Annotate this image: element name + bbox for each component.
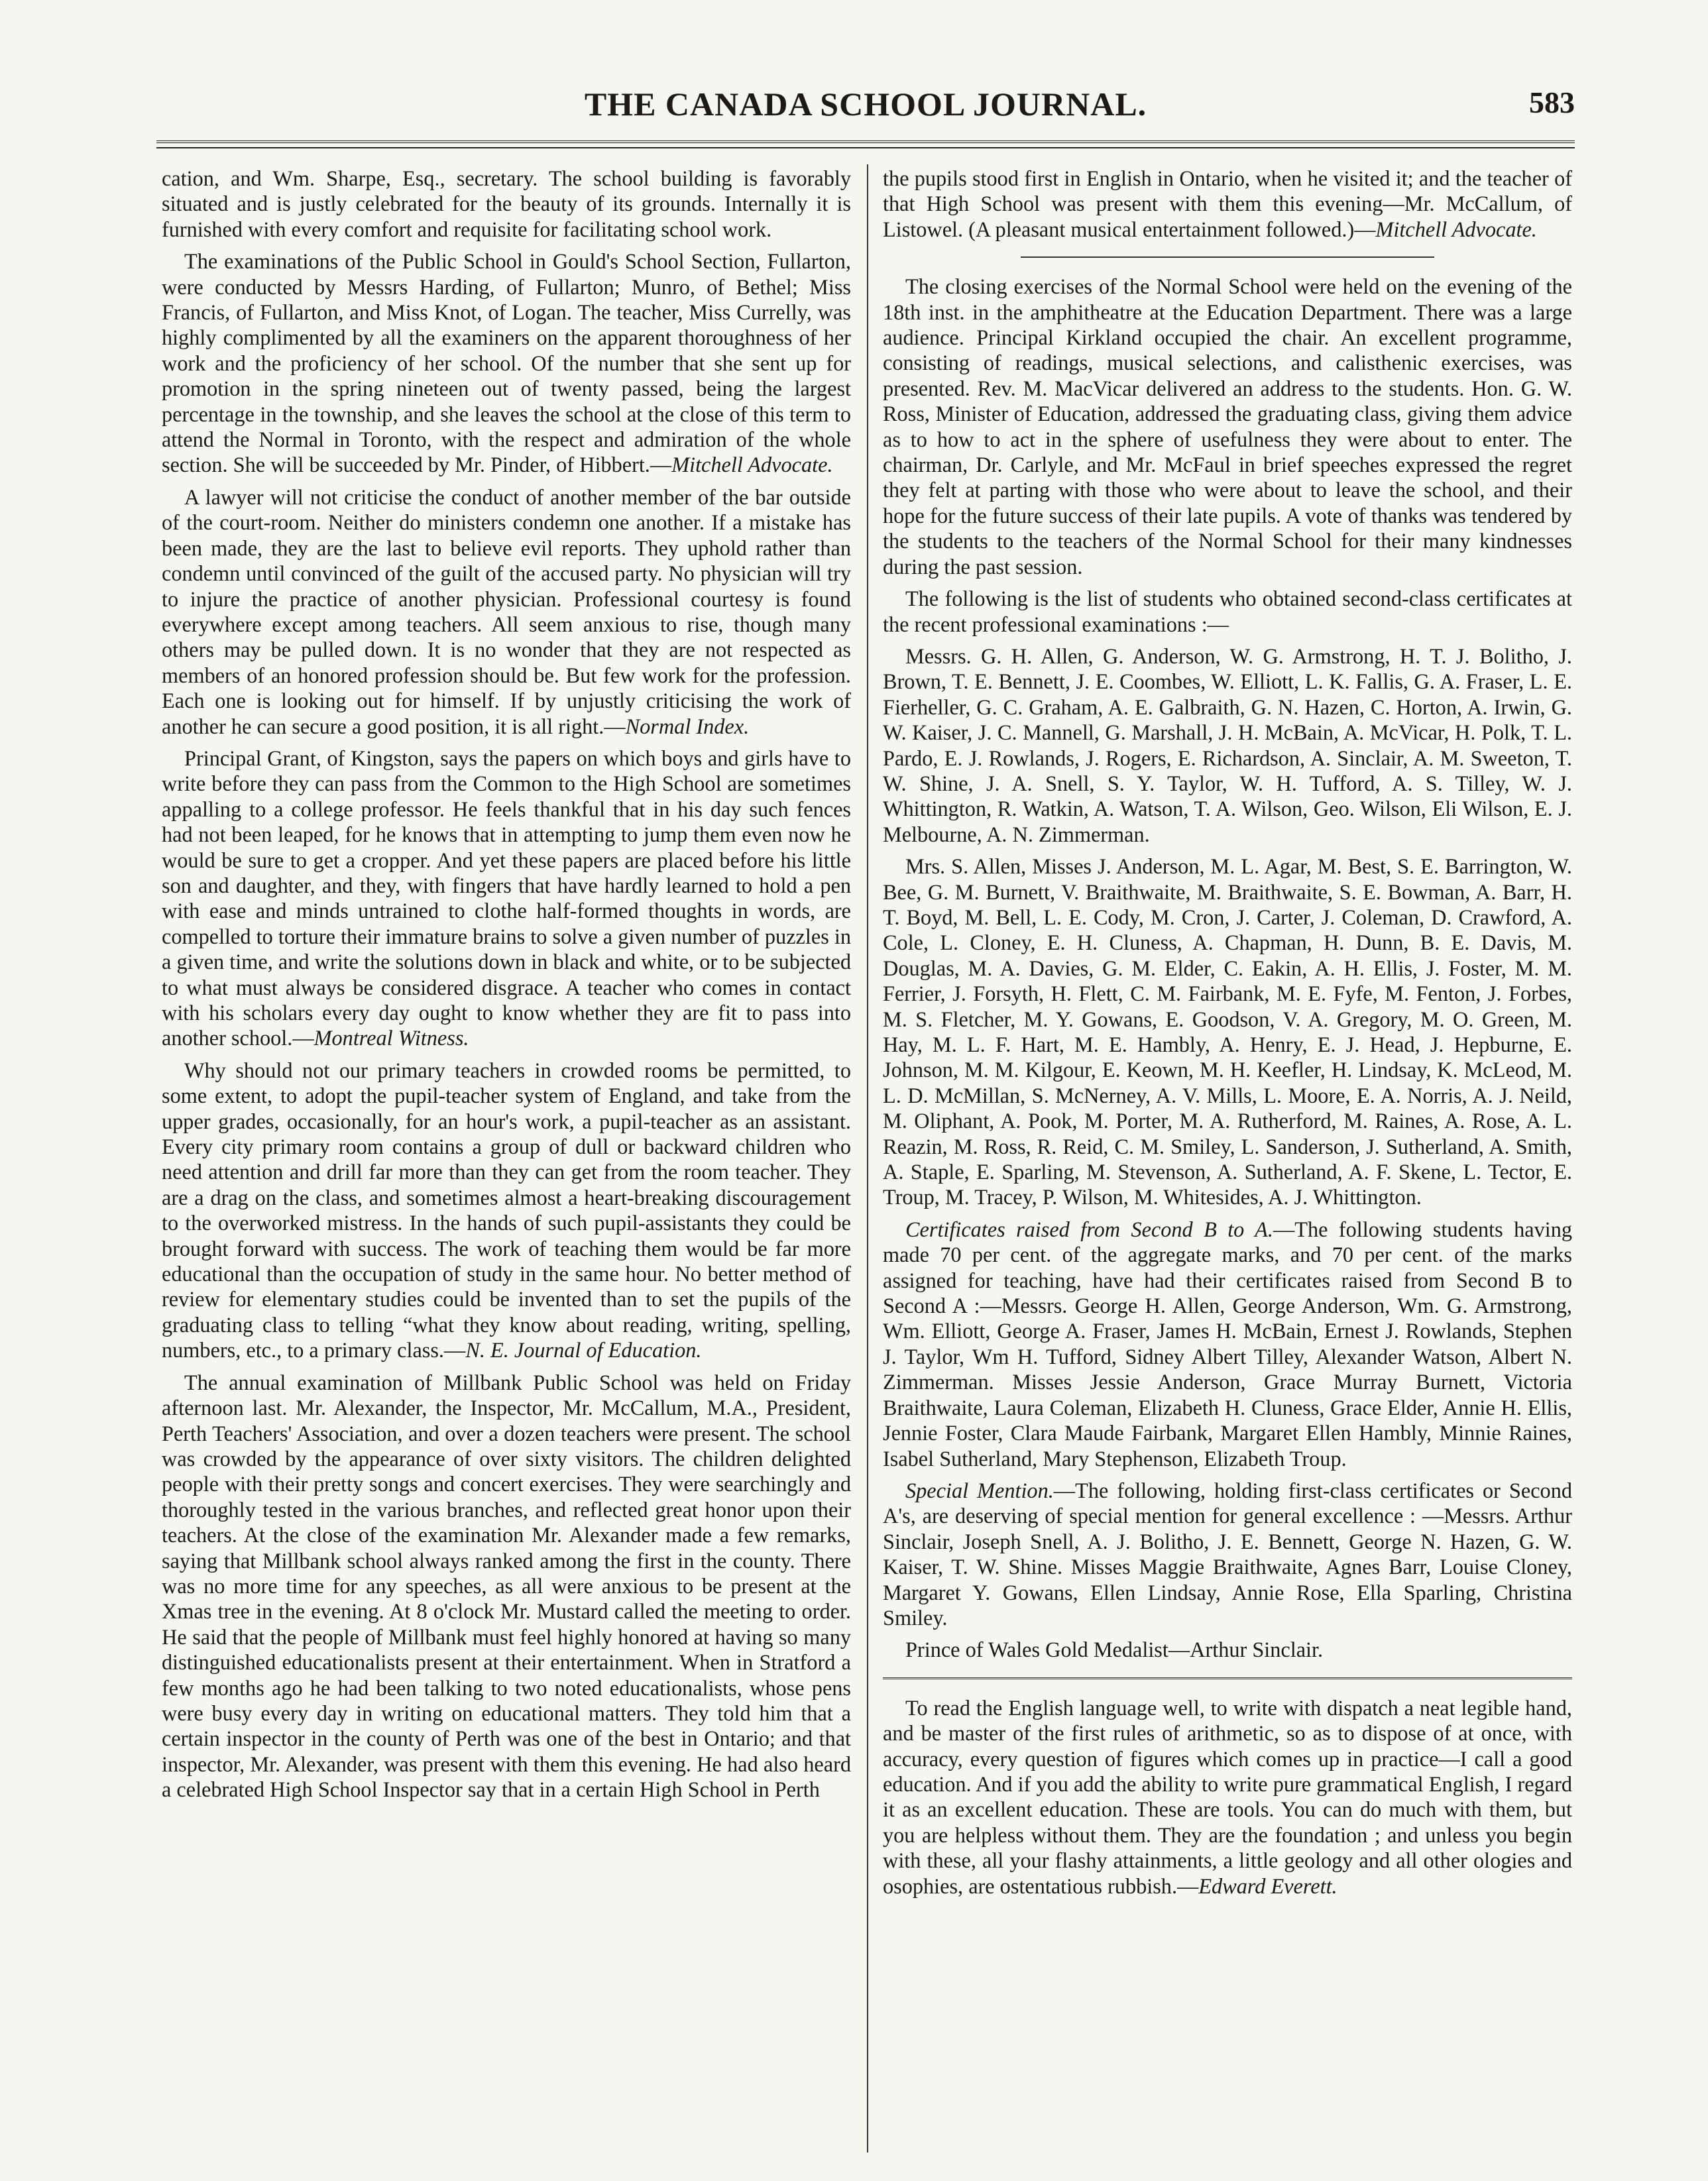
- article-source: N. E. Journal of Education.: [465, 1338, 702, 1363]
- right-column: [883, 166, 1572, 1905]
- article-good-education: [883, 1695, 1572, 1899]
- column-divider: [867, 164, 868, 2153]
- article-source: Mitchell Advocate.: [1375, 217, 1537, 241]
- article-text: A lawyer will not criticise the conduct of another member of the bar outside of the court-room. Neither do ministers condemn one another. If a mistake has been made, they are the last to believe evil reports. They uphold rather than condemn until convinced of the guilt of the accused party. No physician will try to injure the practice of another physician. Professional courtesy is found everywhere except among teachers. All seem anxious to rise, though many others may be pulled down. It is no wonder that they are not respected as members of an honored profession should be. But few work for the profession. Each one is looking out for himself. If by unjustly criticising the work of another he can secure a good position, it is all right.—: [162, 484, 851, 738]
- page-header: [156, 85, 1575, 133]
- article-text: Principal Grant, of Kingston, says the papers on which boys and girls have to write before they can pass from the Common to the High School are sometimes appalling to a college professor. He feels thankful that in his day such fences had not been leaped, for he knows that in attempting to jump them even now he would be sure to get a cropper. And yet these papers are placed before his little son and daughter, and they, with fingers that have hardly learned to hold a pen with ease and minds untrained to clothe half-formed thoughts in words, are compelled to torture their immature brains to solve a given number of puzzles in a given time, and write the solutions down in black and white, or to be subjected to what must always be considered disgrace. A teacher who comes in contact with his scholars every day ought to know whether they are fit to pass into another school.—: [162, 746, 851, 1050]
- left-column: [162, 166, 851, 1809]
- special-mention-text: —The following, holding first-class certificates or Second A's, are deserving of special mention for general excellence : —Messrs. Arthur Sinclair, Joseph Snell, A. J. Bolitho, J. E. Bennett, George N. Hazen, G. W. Kaiser, T. W. Shine. Misses Maggie Braithwaite, Agnes Barr, Louise Cloney, Margaret Y. Gowans, Ellen Lindsay, Annie Rose, Ella Sparling, Christina Smiley.: [883, 1478, 1572, 1630]
- page-number: 583: [1529, 85, 1575, 119]
- article-gould-school: [162, 249, 851, 478]
- header-rule: [156, 140, 1575, 148]
- article-professional-courtesy: [162, 484, 851, 739]
- article-source: Mitchell Advocate.: [671, 453, 833, 477]
- special-mention-heading: Special Mention.: [905, 1478, 1054, 1502]
- article-continuation: [883, 166, 1572, 242]
- journal-title: THE CANADA SCHOOL JOURNAL.: [584, 85, 1147, 123]
- certificates-intro: The following is the list of students who obtained second-class certificates at the recent professional examinations :—: [883, 587, 1572, 636]
- article-paragraph: cation, and Wm. Sharpe, Esq., secretary. The school building is favorably situated and is justly celebrated for the beauty of its grounds. Internally it is furnished with every comfort and requisite for facilitating school work.: [162, 166, 851, 241]
- article-source: Normal Index.: [625, 714, 750, 738]
- article-source: Edward Everett.: [1198, 1873, 1338, 1898]
- certificates-raised-heading: Certificates raised from Second B to A.: [905, 1217, 1273, 1241]
- certificates-raised-text: —The following students having made 70 per cent. of the aggregate marks, and 70 per cent. of the marks assigned for teaching, have had their certificates raised from Second B to Second A :—Messrs. George H. Allen, George Anderson, Wm. G. Armstrong, Wm. Elliott, George A. Fraser, James H. McBain, Ernest J. Rowlands, Stephen J. Taylor, Wm H. Tufford, Sidney Albert Tilley, Alexander Watson, Albert N. Zimmerman. Misses Jessie Anderson, Grace Murray Burnett, Victoria Braithwaite, Laura Coleman, Elizabeth H. Cluness, Grace Elder, Annie H. Ellis, Jennie Foster, Clara Maude Fairbank, Margaret Ellen Hambly, Minnie Raines, Isabel Sutherland, Mary Stephenson, Elizabeth Troup.: [883, 1217, 1572, 1471]
- article-pupil-teacher: [162, 1058, 851, 1363]
- section-separator: [1021, 256, 1434, 258]
- section-separator: [883, 1677, 1572, 1679]
- article-text: The examinations of the Public School in Gould's School Section, Fullarton, were conducted by Messrs Harding, of Fullarton; Munro, of Bethel; Miss Francis, of Fullarton, and Miss Knot, of Logan. The teacher, Miss Currelly, was highly complimented by all the examiners on the apparent thoroughness of her work and the proficiency of her school. Of the number that she sent up for promotion in the spring nineteen out of twenty passed, being the largest percentage in the township, and she leaves the school at the close of this term to attend the Normal in Toronto, with the respect and admiration of the whole section. She will be succeeded by Mr. Pinder, of Hibbert.—: [162, 249, 851, 477]
- article-principal-grant: [162, 746, 851, 1051]
- special-mention: [883, 1478, 1572, 1630]
- article-text: To read the English language well, to write with dispatch a neat legible hand, and be master of the first rules of arithmetic, so as to dispose of at once, with accuracy, every question of figures which comes up in practice—I call a good education. And if you add the ability to write pure grammatical English, I regard it as an excellent education. These are tools. You can do much with them, but you are helpless without them. They are the foundation ; and unless you begin with these, all your flashy attainments, a little geology and all other ologies and osophies, are ostentatious rubbish.—: [883, 1695, 1572, 1898]
- gold-medalist: Prince of Wales Gold Medalist—Arthur Sinclair.: [905, 1638, 1324, 1662]
- article-source: Montreal Witness.: [313, 1026, 469, 1050]
- certificates-raised: [883, 1217, 1572, 1471]
- students-list-misses: Mrs. S. Allen, Misses J. Anderson, M. L. Agar, M. Best, S. E. Barrington, W. Bee, G. M. Burnett, V. Braithwaite, M. Braithwaite, S. E. Bowman, A. Barr, H. T. Boyd, M. Bell, L. E. Cody, M. Cron, J. Carter, J. Coleman, D. Crawford, A. Cole, L. Cloney, E. H. Cluness, A. Chapman, H. Dunn, B. E. Davis, M. Douglas, M. A. Davies, G. M. Elder, C. Eakin, A. H. Ellis, J. Foster, M. M. Ferrier, J. Forsyth, H. Flett, C. M. Fairbank, M. E. Fyfe, M. Fenton, J. Forbes, M. S. Fletcher, M. Y. Gowans, E. Goodson, V. A. Gregory, M. O. Green, M. Hay, M. L. F. Hart, M. E. Hambly, A. Henry, E. J. Head, J. Hepburne, E. Johnson, M. M. Kilgour, E. Keown, M. H. Keefler, H. Lindsay, K. McLeod, M. L. D. McMillan, S. McNerney, A. V. Mills, L. Moore, E. A. Norris, A. J. Neild, M. Oliphant, A. Pook, M. Porter, M. A. Rutherford, M. Raines, A. Rose, A. L. Reazin, M. Ross, R. Reid, C. M. Smiley, L. Sanderson, J. Sutherland, A. Smith, A. Staple, E. Sparling, M. Stevenson, A. Sutherland, A. F. Skene, L. Tector, E. Troup, M. Tracey, P. Wilson, M. Whitesides, A. J. Whittington.: [883, 854, 1572, 1209]
- article-millbank-school: The annual examination of Millbank Public School was held on Friday afternoon last. Mr. Alexander, the Inspector, Mr. McCallum, M.A., President, Perth Teachers' Association, and over a dozen teachers were present. The school was crowded by the appearance of over sixty visitors. The children delighted people with their pretty songs and concert exercises. They were searchingly and thoroughly tested in the various branches, and reflected great honor upon their teachers. At the close of the examination Mr. Alexander made a few remarks, saying that Millbank school always ranked among the first in the county. There was no more time for any speeches, as all were anxious to be present at the Xmas tree in the evening. At 8 o'clock Mr. Mustard called the meeting to order. He said that the people of Millbank must feel highly honored at having so many distinguished educationalists present at their entertainment. When in Stratford a few months ago he had been talking to two noted educationalists, whose pens were busy every day in writing on educational matters. They told him that a certain inspector in the county of Perth was one of the best in Ontario; and that inspector, Mr. Alexander, was present with them this evening. He had also heard a celebrated High School Inspector say that in a certain High School in Perth: [162, 1370, 851, 1802]
- article-text: the pupils stood first in English in Ontario, when he visited it; and the teacher of that High School was present with them this evening—Mr. McCallum, of Listowel. (A pleasant musical entertainment followed.)—: [883, 166, 1572, 241]
- article-normal-school: The closing exercises of the Normal School were held on the evening of the 18th inst. in the amphitheatre at the Education Department. There was a large audience. Principal Kirkland occupied the chair. An excellent programme, consisting of readings, musical selections, and calisthenic exercises, was presented. Rev. M. MacVicar delivered an address to the students. Hon. G. W. Ross, Minister of Education, addressed the graduating class, giving them advice as to how to act in the sphere of usefulness they were about to enter. The chairman, Dr. Carlyle, and Mr. McFaul in brief speeches expressed the regret they felt at parting with those who were about to leave the school, and their hope for the future success of their late pupils. A vote of thanks was tendered by the students to the teachers of the Normal School for their many kindnesses during the past session.: [883, 274, 1572, 579]
- article-text: Why should not our primary teachers in crowded rooms be permitted, to some extent, to adopt the pupil-teacher system of England, and take from the upper grades, occasionally, for an hour's work, a pupil-teacher as an assistant. Every city primary room contains a group of dull or backward children who need attention and drill far more than they can get from the room teacher. They are a drag on the class, and sometimes almost a heart-breaking discouragement to the overworked mistress. In the hands of such pupil-assistants they could be brought forward with success. The work of teaching them would be far more educational than the occupation of study in the same hour. No better method of review for elementary studies could be invented than to set the pupils of the graduating class to telling “what they know about reading, writing, spelling, numbers, etc., to a primary class.—: [162, 1058, 851, 1363]
- students-list-messrs: Messrs. G. H. Allen, G. Anderson, W. G. Armstrong, H. T. J. Bolitho, J. Brown, T. E. Bennett, J. E. Coombes, W. Elliott, L. K. Fallis, G. A. Fraser, L. E. Fierheller, G. C. Graham, A. E. Galbraith, G. N. Hazen, C. Horton, A. Irwin, G. W. Kaiser, J. C. Mannell, G. Marshall, J. H. McBain, A. McVicar, H. Polk, T. L. Pardo, E. J. Rowlands, J. Rogers, E. Richardson, A. Sinclair, A. M. Sweeton, T. W. Shine, J. A. Snell, S. Y. Taylor, W. H. Tufford, A. S. Tilley, W. J. Whittington, R. Watkin, A. Watson, T. A. Wilson, Geo. Wilson, Eli Wilson, E. J. Melbourne, A. N. Zimmerman.: [883, 643, 1572, 846]
